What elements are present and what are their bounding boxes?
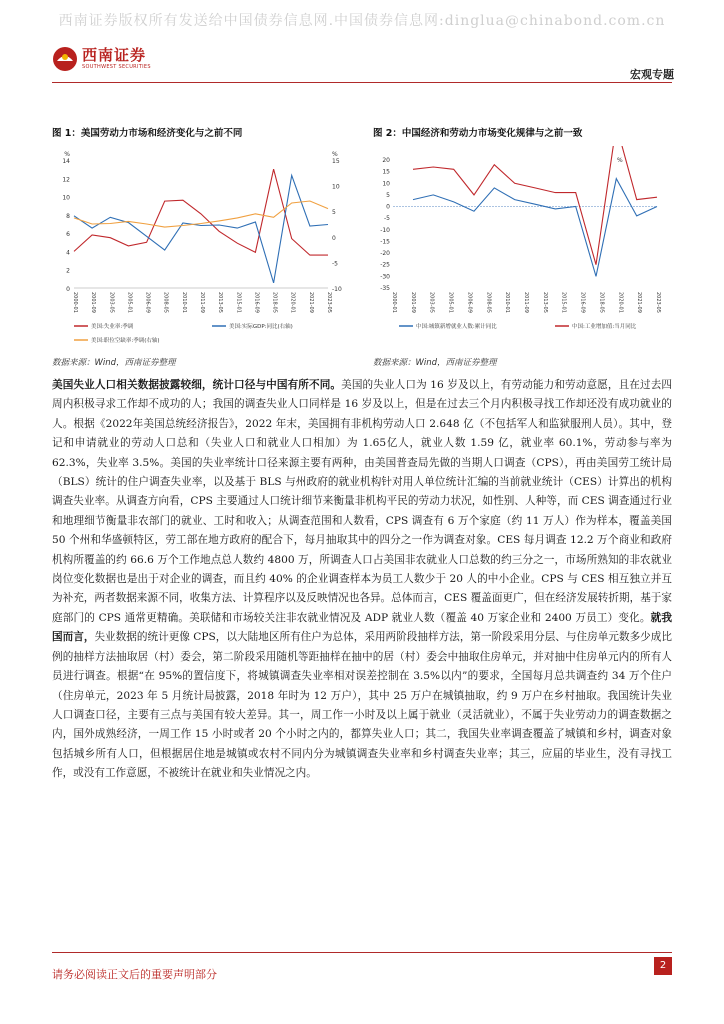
right-tick-label: -10: [332, 286, 342, 293]
x-tick-label: 2013-05: [541, 292, 548, 313]
body-text: [52, 376, 672, 784]
x-tick-label: 2005-01: [126, 292, 133, 313]
logo-icon: [52, 46, 78, 72]
brand-logo: [52, 45, 151, 73]
x-tick-label: 2020-01: [289, 292, 296, 313]
x-tick-label: 2010-01: [180, 292, 187, 313]
x-tick-label: 2011-09: [523, 292, 529, 313]
x-tick-label: 2005-01: [447, 292, 454, 313]
series-line-1: [74, 175, 328, 283]
y-unit: %: [617, 157, 623, 164]
right-tick-label: 0: [332, 234, 336, 242]
header-divider: [52, 82, 672, 83]
x-tick-label: 2000-01: [391, 292, 397, 313]
x-tick-label: 2003-05: [428, 292, 435, 313]
y-tick-label: 15: [382, 168, 390, 176]
x-tick-label: 2008-05: [485, 292, 492, 313]
x-tick-label: 2001-09: [409, 292, 416, 313]
body-lead-bold: 美国失业人口相关数据披露较细，统计口径与中国有所不同。: [52, 379, 342, 391]
x-tick-label: 2000-01: [72, 292, 78, 313]
figure2-source: 数据来源：Wind，西南证券整理: [373, 358, 497, 368]
figure1-source: 数据来源：Wind，西南证券整理: [52, 358, 176, 368]
body-china-bold: 就我国而言，: [52, 611, 673, 644]
y-tick-label: 20: [382, 157, 390, 164]
right-tick-label: 15: [332, 158, 340, 165]
y-tick-label: -35: [380, 285, 390, 292]
figure2-title: 图 2：中国经济和劳动力市场变化规律与之前一致: [373, 128, 583, 139]
legend-label: 美国:实际GDP:同比(右轴): [229, 324, 293, 330]
x-tick-label: 2016-09: [579, 292, 586, 313]
x-tick-label: 2021-09: [636, 292, 643, 313]
left-tick-label: 0: [66, 286, 70, 293]
x-tick-label: 2020-01: [617, 292, 624, 313]
x-tick-label: 2015-01: [235, 292, 242, 313]
x-tick-label: 2013-05: [217, 292, 224, 313]
right-tick-label: 5: [332, 209, 336, 217]
x-tick-label: 2016-09: [253, 292, 260, 313]
footer-disclaimer: 请务必阅读正文后的重要声明部分: [52, 968, 217, 981]
x-tick-label: 2018-05: [271, 292, 278, 313]
x-tick-label: 2021-09: [307, 292, 314, 313]
section-label: 宏观专题: [630, 68, 674, 81]
series-line-0: [413, 179, 657, 277]
legend-label: 美国:失业率:季调: [91, 324, 134, 330]
figure1-chart: [52, 146, 352, 351]
x-tick-label: 2006-09: [144, 292, 151, 313]
body-part2: 失业数据的统计更像 CPS，以大陆地区所有住户为总体，采用两阶段抽样方法，第一阶段采用分层、与住房单元数多少成比例的抽样方法抽取居（村）委会，第二阶段采用随机等距抽样在抽中的居（村）委会中抽取住房单元，并对抽中住房单元内的所有人员进行调查。根据“在 95%的置信度下，将城镇调查失业率相对误差控制在 3.5%以内”的要求，全国每月总共调查约 34 万个住户（住房单元，2023 年 5 月统计局披露，2018 年时为 12 万户），其中 25 万户在城镇抽取，约 9 万户在乡村抽取。我国统计失业人口调查口径，主要有三点与美国有较大差异。其一，周工作一小时及以上属于就业（灵活就业），不属于失业劳动力的调查数据之内，国外成熟经济，一周工作 15 小时或者 20 个小时之内的，都算失业人口；其二，我国失业率调查覆盖了城镇和乡村，调查对象包括城乡所有人口，但根据居住地是城镇或农村不同内分为城镇调查失业率和乡村调查失业率；其三，应届的毕业生，没有寻找工作，或没有工作意愿，不被统计在就业和失业情况之内。: [52, 631, 672, 780]
y-tick-label: 0: [386, 203, 390, 211]
y-tick-label: 10: [382, 180, 390, 188]
x-tick-label: 2015-01: [560, 292, 567, 313]
left-tick-label: 14: [62, 158, 70, 165]
x-tick-label: 2011-09: [199, 292, 205, 313]
x-tick-label: 2018-05: [598, 292, 605, 313]
series-line-0: [74, 169, 328, 255]
y-tick-label: -25: [380, 261, 390, 269]
left-tick-label: 2: [66, 267, 70, 275]
x-tick-label: 2023-05: [326, 292, 332, 313]
legend-label: 中国:城镇新增就业人数:累计同比: [416, 324, 497, 330]
y-tick-label: 5: [386, 191, 390, 199]
x-tick-label: 2010-01: [504, 292, 511, 313]
x-tick-label: 2008-05: [162, 292, 169, 313]
body-part1: 美国的失业人口为 16 岁及以上，有劳动能力和劳动意愿，且在过去四周内积极寻求工作却不成功的人；我国的调查失业人口同样是 16 岁及以上，但是在过去三个月内积极寻找工作却还没有成功就业的人。根据《2022年美国总统经济报告》，2022 年末，美国拥有非机构劳动人口 2.648 亿（不包括军人和监狱服刑人员）。其中，登记和申请就业的劳动人口总和（失业人口和就业人口相加）为 1.65亿人，就业人数 1.59 亿，就业率 60.1%，劳动参与率为 62.3%，失业率 3.5%。美国的失业率统计口径来源主要有两种，由美国普查局先做的当期人口调查（CPS），再由美国劳工统计局（BLS）统计的住户调查失业率，以及基于 BLS 与州政府的就业机构针对用人单位统计汇编的当前就业统计（CES）计算出的机构调查失业率。从调查方向看，CPS 主要通过人口统计细节来衡量非机构平民的劳动力状况，如性别、人种等，而 CES 调查通过行业和地理细节衡量非农部门的就业、工时和收入；从调查范围和人数看，CPS 调查有 6 万个家庭（约 11 万人）作为样本，覆盖美国 50 个州和华盛顿特区，劳工部在地方政府的配合下，每月抽取其中的四分之一作为调查对象。CES 每月调查 12.2 万个商业和政府机构所覆盖的约 66.6 万个工作地点总人数约 4800 万，所调查人口占美国非农就业人口总数的约三分之一，市场所熟知的非农就业岗位变化数据也是出于对企业的调查，而且约 40% 的企业调查样本为员工人数少于 20 人的中小企业。CPS 与 CES 相互独立并互为补充，两者数据来源不同，收集方法、计算程序以及反映情况也各异。总体而言，CES 覆盖面更广，但在经济发展转折期，基于家庭部门的 CPS 通常更精确。美联储和市场较关注非农就业情况及 ADP 就业人数（覆盖 40 万家企业和 2400 万员工）变化。: [52, 379, 672, 624]
figure1-title: 图 1：美国劳动力市场和经济变化与之前不同: [52, 128, 243, 139]
right-tick-label: -5: [332, 260, 338, 268]
y-tick-label: -30: [380, 273, 390, 281]
right-tick-label: 10: [332, 183, 340, 191]
page-number: 2: [654, 957, 672, 975]
footer-divider: [52, 952, 672, 953]
right-unit: %: [332, 151, 338, 158]
y-tick-label: -15: [380, 238, 390, 246]
legend-label: 美国:职位空缺率:季调(右轴): [91, 338, 160, 344]
x-tick-label: 2003-05: [108, 292, 115, 313]
logo-en: SOUTHWEST SECURITIES: [82, 64, 151, 70]
left-tick-label: 4: [66, 249, 70, 257]
left-unit: %: [64, 151, 70, 158]
y-tick-label: -10: [380, 226, 390, 234]
logo-cn: 西南证券: [82, 46, 147, 64]
left-tick-label: 6: [66, 231, 70, 239]
x-tick-label: 2006-09: [466, 292, 473, 313]
legend-label: 中国:工业增加值:当月同比: [572, 324, 637, 330]
y-tick-label: -5: [384, 215, 390, 223]
x-tick-label: 2001-09: [90, 292, 97, 313]
x-tick-label: 2023-05: [655, 292, 661, 313]
left-tick-label: 12: [62, 176, 70, 184]
left-tick-label: 8: [66, 212, 70, 220]
left-tick-label: 10: [62, 194, 70, 202]
y-tick-label: -20: [380, 250, 390, 258]
watermark: 西南证券版权所有发送给中国债券信息网.中国债券信息网:dinglua@chinabond.com.cn: [58, 13, 666, 29]
figure2-chart: [373, 146, 673, 351]
